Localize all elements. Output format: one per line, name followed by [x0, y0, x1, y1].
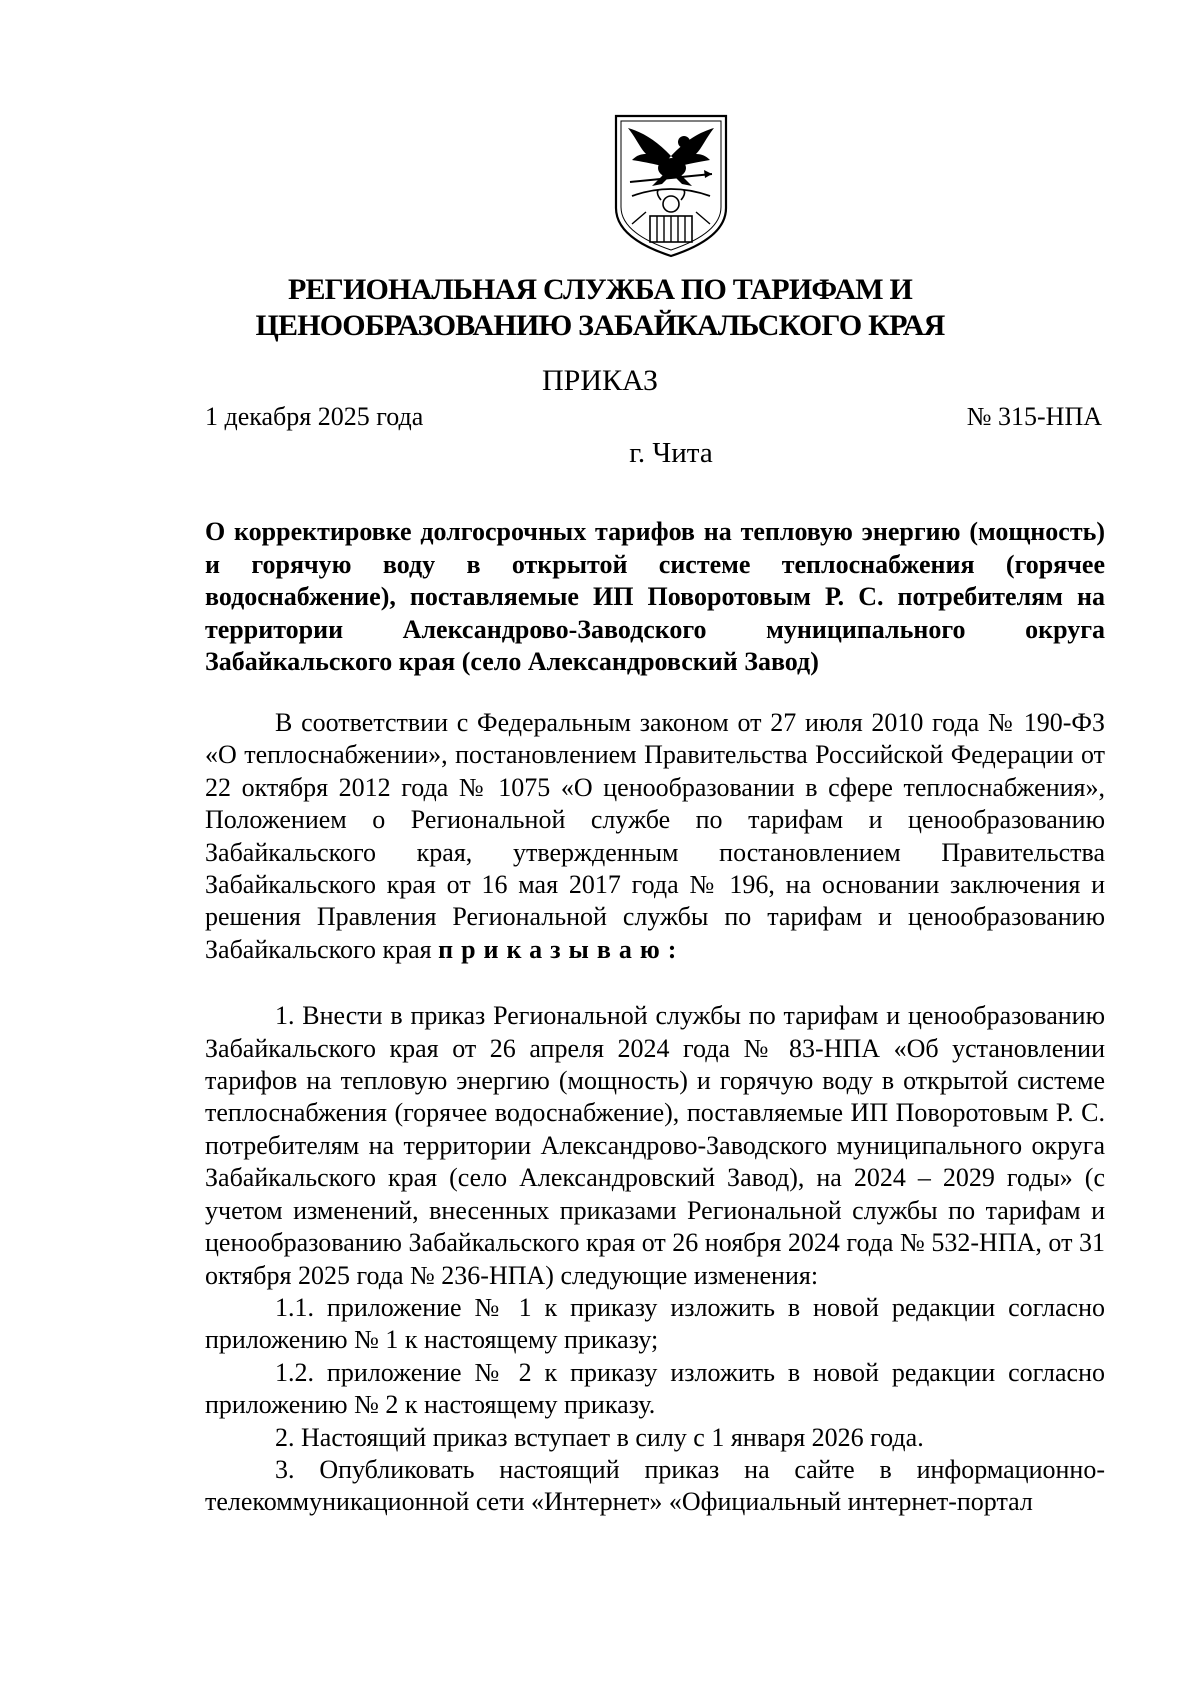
document-type: ПРИКАЗ: [542, 364, 658, 397]
organization-name-line-1: РЕГИОНАЛЬНАЯ СЛУЖБА ПО ТАРИФАМ И: [287, 273, 913, 306]
preamble-text: В соответствии с Федеральным законом от 27 июля 2010 года № 190-ФЗ «О теплоснабжении», постановлением Правительства Российской Федерации от 22 октября 2012 года № 1075 «О ценообразовании в сфере теплоснабжения», Положением о Региональной службе по тарифам и ценообразованию Забайкальского края, утвержденным постановлением Правительства Забайкальского края от 16 мая 2017 года № 196, на основании заключения и решения Правления Региональной службы по тарифам и ценообразованию Забайкальского края: [205, 708, 1105, 964]
document-city: г. Чита: [629, 437, 713, 469]
prikazyvayu-word: приказываю:: [438, 934, 685, 964]
document-number: № 315-НПА: [966, 402, 1102, 431]
organization-name-line-2: ЦЕНООБРАЗОВАНИЮ ЗАБАЙКАЛЬСКОГО КРАЯ: [255, 309, 945, 342]
coat-of-arms-icon: [612, 112, 730, 260]
document-title: О корректировке долгосрочных тарифов на тепловую энергию (мощность) и горячую воду в открытой системе теплоснабжения (горячее водоснабжение), поставляемые ИП Поворотовым Р. С. потребителям на территории Александрово-Заводского муниципального округа Забайкальского края (село Александровский Завод): [205, 517, 1105, 676]
document-date: 1 декабря 2025 года: [205, 402, 424, 431]
organization-name: [180, 272, 1020, 344]
item-3: 3. Опубликовать настоящий приказ на сайте в информационно-телекоммуникационной сети «Интернет» «Официальный интернет-портал: [205, 1454, 1105, 1517]
item-1: 1. Внести в приказ Региональной службы по тарифам и ценообразованию Забайкальского края от 26 апреля 2024 года № 83-НПА «Об установлении тарифов на тепловую энергию (мощность) и горячую воду в открытой системе теплоснабжения (горячее водоснабжение), поставляемые ИП Поворотовым Р. С. потребителям на территории Александрово-Заводского муниципального округа Забайкальского края (село Александровский Завод), на 2024 – 2029 годы» (с учетом изменений, внесенных приказами Региональной службы по тарифам и ценообразованию Забайкальского края от 26 ноября 2024 года № 532-НПА, от 31 октября 2025 года № 236-НПА) следующие изменения:: [205, 1001, 1105, 1290]
preamble-paragraph: [205, 707, 1105, 966]
document-body: [205, 707, 1105, 1519]
item-2: 2. Настоящий приказ вступает в силу с 1 января 2026 года.: [275, 1422, 924, 1452]
item-1-1: 1.1. приложение № 1 к приказу изложить в новой редакции согласно приложению № 1 к настоящему приказу;: [205, 1292, 1105, 1355]
item-1-2: 1.2. приложение № 2 к приказу изложить в новой редакции согласно приложению № 2 к настоящему приказу.: [205, 1357, 1105, 1420]
